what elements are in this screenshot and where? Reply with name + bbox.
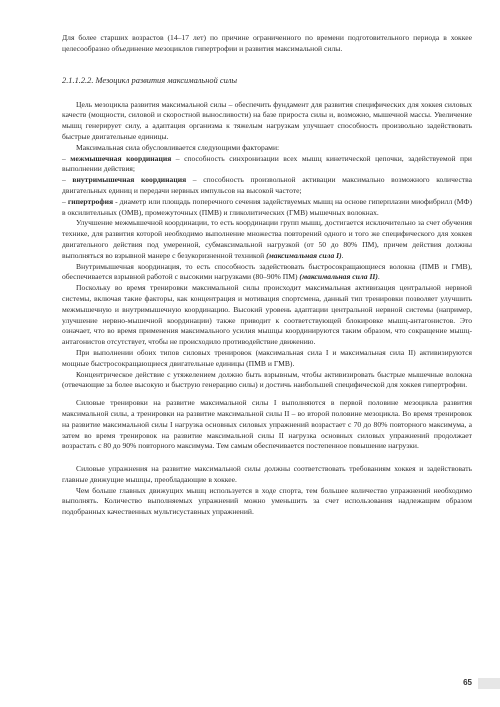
page-number-tab bbox=[478, 678, 500, 689]
factor-text: – способность произвольной активации максимально возможного количества двигательных единиц и передачи нервных импульсов на высокой частоте; bbox=[62, 175, 472, 195]
page-content bbox=[62, 33, 472, 518]
paragraph-goal: Цель мезоцикла развития максимальной силы – обеспечить фундамент для развития специфических для хоккея силовых качеств (мощности, силовой и скоростной выносливости) на базе прироста силы и, возможно, мышечной массы. Увеличение мышц генерирует силу, а адаптация организма к тяжелым нагрузкам улучшает способность произвольно задействовать быстрые двигательные единицы. bbox=[62, 99, 472, 141]
factor-text: - диаметр или площадь поперечного сечения задействуемых мышц на основе гиперплазии миофибрилл (МФ) в оксилительных (ОМВ), промежуточных (ПМВ) и гликолитических (ГМВ) мышечных волокнах. bbox=[62, 196, 472, 217]
paragraph-text: Улучшение межмышечной координации, то есть координации групп мышц, достигается исключительно за счет обучения технике, для развития которой необходимо выполнение множества повторений одного и того же специфического для хоккея двигательного действия под умеренной, субмаксимальной нагрузкой (от 50 до 80% ПМ), причем действия должны выполняться во взрывной манере с безукоризненной техникой bbox=[62, 218, 472, 260]
paragraph-both-types: При выполнении обоих типов силовых тренировок (максимальная сила I и максимальная сила II) активизируются мощные быстросокращающиеся двигательные единицы (ПМВ и ГМВ). bbox=[62, 347, 472, 368]
factor-hypertrophy bbox=[62, 197, 472, 219]
factor-term: внутримышечная координация bbox=[72, 175, 187, 185]
paragraph-end: . bbox=[341, 250, 344, 260]
paragraph-text: Внутримышечная координация, то есть способность задействовать быстросокращающиеся волокна (ПМВ и ГМВ), обеспечивается взрывной работой с высокими нагрузками (80–90% ПМ) bbox=[62, 261, 472, 282]
page-number: 65 bbox=[463, 678, 472, 687]
paragraph-progression: Силовые тренировки на развитие максимальной силы I выполняются в первой половине мезоцикла развития максимальной силы, а тренировки на развитие максимальной силы II – во второй половине мезоцикла. Во время тренировок на развитие максимальной силы I нагрузка основных силовых упражнений возрастает с 70 до 80% повторного максимума, а затем во время тренировок на развитие максимальной силы II нагрузка основных силовых упражнений продолжает возрастать с 80 до 90% повторного максимума. Тем самым обеспечивается постепенное повышение нагрузки. bbox=[62, 398, 472, 451]
paragraph-factors-intro: Максимальная сила обусловливается следующими факторами: bbox=[76, 142, 280, 152]
intro-paragraph: Для более старших возрастов (14–17 лет) по причине ограниченного по времени подготовительного периода в хоккее целесообразно объединение мезоциклов гипертрофии и развития максимальной силы. bbox=[62, 33, 472, 53]
section-heading: 2.1.1.2.2. Мезоцикл развития максимальной силы bbox=[62, 75, 238, 85]
paragraph-intermuscular bbox=[62, 218, 472, 261]
factor-dash: – bbox=[62, 196, 68, 206]
paragraph-quantity: Чем больше главных движущих мышц используется в ходе спорта, тем большее количество упражнений необходимо выполнять. Количество выполняемых упражнений можно уменьшить за счет использования надлежащим образом подобранных качественных мультисуставных упражнений. bbox=[62, 485, 472, 517]
paragraph-intramuscular bbox=[62, 262, 472, 284]
paragraph-exercises: Силовые упражнения на развитие максимальной силы должны соответствовать требованиям хоккея и задействовать главные движущие мышцы, преобладающие в хоккее. bbox=[62, 464, 472, 484]
factor-intermuscular bbox=[62, 154, 472, 176]
factor-intramuscular bbox=[62, 175, 472, 197]
spacer bbox=[62, 452, 472, 464]
factor-text: – способность синхронизации всех мышц кинетической цепочки, задействуемой при выполнении действия; bbox=[62, 153, 472, 174]
paragraph-end: . bbox=[377, 272, 380, 282]
factor-dash: – bbox=[62, 175, 73, 185]
emphasis-max-strength-1: (максимальная сила I) bbox=[266, 250, 342, 260]
emphasis-max-strength-2: (максимальная сила II) bbox=[299, 272, 378, 282]
factor-term: межмышечная координация bbox=[70, 153, 172, 163]
factor-term: гипертрофия bbox=[67, 196, 114, 206]
paragraph-concentric: Концентрическое действие с утяжелением должно быть взрывным, чтобы активизировать быстрые мышечные волокна (отвечающие за более высокую и быструю генерацию силы) и достичь наибольшей специфической для хоккея гипертрофии. bbox=[62, 369, 472, 390]
spacer bbox=[62, 391, 472, 398]
factor-dash: – bbox=[62, 153, 71, 163]
paragraph-cns: Поскольку во время тренировки максимальной силы происходит максимальная активизация центральной нервной системы, включая такие факторы, как концентрация и мотивация спортсмена, данный тип тренировки позволяет улучшить межмышечную и внутримышечную координацию. Высокий уровень адаптации центральной нервной системы (например, улучшение нервно-мышечной координации) также приводит к соответствующей блокировке мышц-антагонистов. Это означает, что во время применения максимального усилия мышцы координируются таким образом, что сокращение мышц-антагонистов отсутствует, чтобы не происходило противодействие движению. bbox=[62, 283, 472, 347]
